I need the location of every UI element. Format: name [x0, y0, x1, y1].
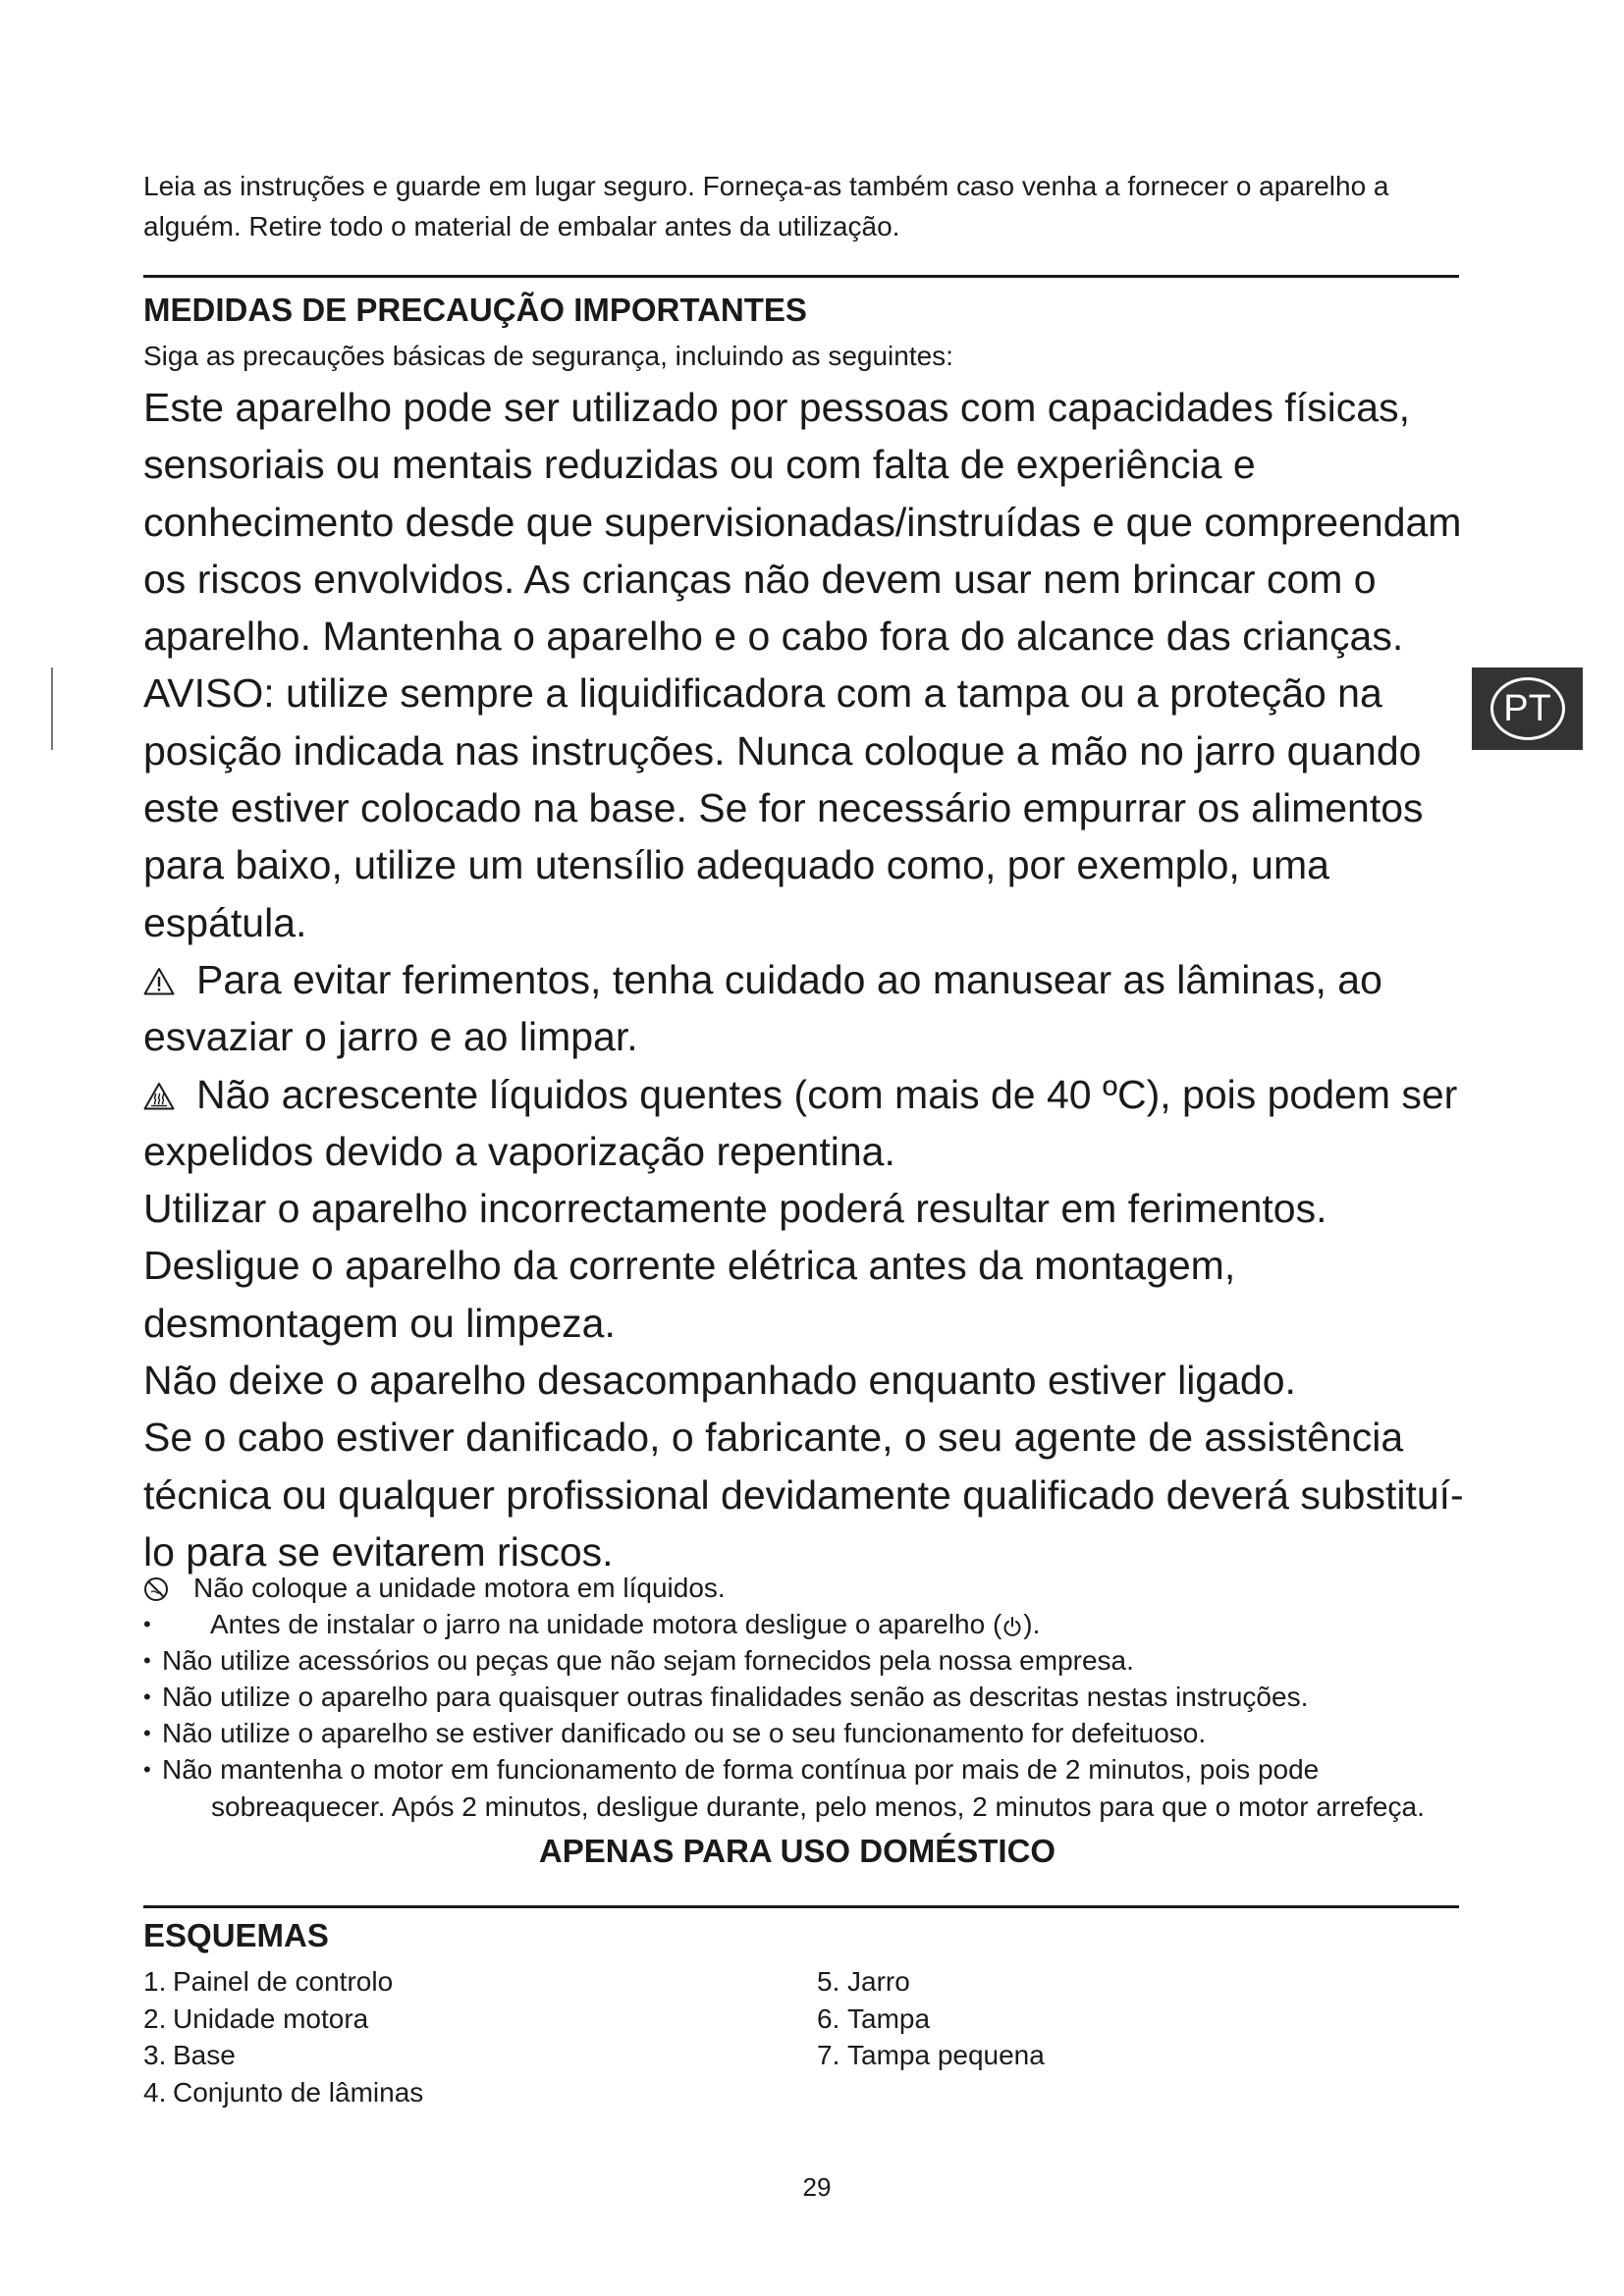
- precaution-line: conhecimento desde que supervisionadas/instruídas e que compreendam: [143, 499, 1462, 545]
- page-number: 29: [802, 2172, 832, 2202]
- intro-line: Leia as instruções e guarde em lugar seguro. Forneça-as também caso venha a fornecer o aparelho a: [143, 171, 1389, 201]
- safety-notes-list: [143, 1570, 1425, 1825]
- bullet: •: [143, 1612, 151, 1637]
- precaution-line: este estiver colocado na base. Se for necessário empurrar os alimentos: [143, 785, 1424, 831]
- precaution-line-text: Para evitar ferimentos, tenha cuidado ao manusear as lâminas, ao: [196, 956, 1382, 1002]
- precaution-line: os riscos envolvidos. As crianças não devem usar nem brincar com o: [143, 556, 1377, 602]
- note-text: Não mantenha o motor em funcionamento de forma contínua por mais de 2 minutos, pois pode: [162, 1754, 1320, 1786]
- precaution-line: posição indicada nas instruções. Nunca coloque a mão no jarro quando: [143, 727, 1422, 774]
- intro-line: alguém. Retire todo o material de embalar antes da utilização.: [143, 211, 900, 241]
- margin-marker-line: [51, 667, 53, 750]
- section-divider: [143, 275, 1459, 278]
- note-item: [143, 1715, 1425, 1751]
- precaution-line: Este aparelho pode ser utilizado por pessoas com capacidades físicas,: [143, 385, 1410, 430]
- precaution-line: AVISO: utilize sempre a liquidificadora com a tampa ou a proteção na: [143, 670, 1382, 717]
- diagram-item-number: 5.: [817, 1966, 840, 1997]
- precaution-line: desmontagem ou limpeza.: [143, 1300, 616, 1346]
- note-continuation: [143, 1789, 1425, 1825]
- diagram-item-number: 1.: [143, 1966, 167, 1997]
- diagram-item-number: 4.: [143, 2076, 167, 2108]
- note-item: [143, 1570, 1425, 1606]
- diagram-list-right: [817, 1963, 1045, 2074]
- household-use-notice: APENAS PARA USO DOMÉSTICO: [538, 1833, 1056, 1869]
- precaution-line: Não deixe o aparelho desacompanhado enquanto estiver ligado.: [143, 1358, 1296, 1404]
- diagram-item-label: Painel de controlo: [173, 1966, 394, 1997]
- no-immersion-icon: [143, 1576, 169, 1602]
- diagram-item: [817, 2037, 1045, 2074]
- diagram-item-label: Unidade motora: [173, 2002, 369, 2034]
- note-item: [143, 1751, 1425, 1788]
- note-item: [143, 1606, 1425, 1642]
- diagram-item: [143, 2001, 423, 2038]
- bullet: •: [143, 1721, 151, 1746]
- note-text: Não utilize o aparelho para quaisquer outras finalidades senão as descritas nestas instruções.: [162, 1682, 1309, 1713]
- warning-triangle-icon: [143, 967, 175, 996]
- precaution-line-text: Não acrescente líquidos quentes (com mais de 40 ºC), pois podem ser: [196, 1071, 1458, 1117]
- bullet: •: [143, 1648, 151, 1674]
- precautions-body: [143, 379, 1464, 1580]
- diagram-list-left: [143, 1963, 423, 2110]
- diagram-item-label: Conjunto de lâminas: [173, 2076, 424, 2108]
- precaution-line-with-icon: [143, 1066, 1464, 1123]
- note-text: Não utilize acessórios ou peças que não sejam fornecidos pela nossa empresa.: [162, 1645, 1134, 1677]
- precaution-line: espátula.: [143, 899, 307, 945]
- precautions-subtitle: Siga as precauções básicas de segurança, incluindo as seguintes:: [143, 341, 953, 371]
- diagram-item-label: Tampa: [847, 2002, 931, 2034]
- hot-liquid-warning-icon: [143, 1082, 175, 1111]
- language-badge-label: PT: [1503, 688, 1551, 729]
- note-text: sobreaquecer. Após 2 minutos, desligue durante, pelo menos, 2 minutos para que o motor arrefeça.: [211, 1790, 1425, 1822]
- language-badge: [1472, 667, 1583, 750]
- section-divider: [143, 1905, 1459, 1908]
- precaution-line: lo para se evitarem riscos.: [143, 1528, 614, 1575]
- bullet: •: [143, 1684, 151, 1710]
- note-text: Não utilize o aparelho se estiver danificado ou se o seu funcionamento for defeituoso.: [162, 1718, 1207, 1749]
- precaution-line: Desligue o aparelho da corrente elétrica antes da montagem,: [143, 1243, 1236, 1289]
- precaution-line: esvaziar o jarro e ao limpar.: [143, 1014, 638, 1060]
- precaution-line: para baixo, utilize um utensílio adequado como, por exemplo, uma: [143, 842, 1329, 888]
- note-item: [143, 1679, 1425, 1715]
- note-text: Não coloque a unidade motora em líquidos.: [193, 1573, 726, 1603]
- diagram-item-label: Base: [173, 2040, 236, 2071]
- diagram-item: [817, 1963, 1045, 2001]
- diagrams-title: ESQUEMAS: [143, 1917, 329, 1953]
- power-icon: [1002, 1615, 1022, 1636]
- note-item: [143, 1642, 1425, 1679]
- diagram-item-number: 2.: [143, 2002, 167, 2034]
- diagram-item-label: Tampa pequena: [847, 2040, 1045, 2071]
- precaution-line-with-icon: [143, 951, 1464, 1008]
- precaution-line: sensoriais ou mentais reduzidas ou com falta de experiência e: [143, 442, 1256, 488]
- precaution-line: aparelho. Mantenha o aparelho e o cabo fora do alcance das crianças.: [143, 614, 1404, 660]
- precaution-line: Utilizar o aparelho incorrectamente poderá resultar em ferimentos.: [143, 1186, 1327, 1232]
- precautions-title: MEDIDAS DE PRECAUÇÃO IMPORTANTES: [143, 292, 807, 328]
- diagram-item-number: 7.: [817, 2040, 840, 2071]
- diagram-item-number: 6.: [817, 2002, 840, 2034]
- diagram-item-number: 3.: [143, 2040, 167, 2071]
- diagram-item: [143, 2074, 423, 2111]
- precaution-line: Se o cabo estiver danificado, o fabricante, o seu agente de assistência: [143, 1415, 1404, 1461]
- note-text: ).: [1023, 1609, 1041, 1640]
- note-text: Antes de instalar o jarro na unidade motora desligue o aparelho (: [210, 1609, 1002, 1640]
- precaution-line: expelidos devido a vaporização repentina.: [143, 1128, 895, 1174]
- diagram-item: [143, 2037, 423, 2074]
- diagram-item: [817, 2001, 1045, 2038]
- bullet: •: [143, 1757, 151, 1783]
- intro-paragraph: [143, 166, 1389, 246]
- precaution-line: técnica ou qualquer profissional devidamente qualificado deverá substituí-: [143, 1471, 1464, 1518]
- diagram-item-label: Jarro: [847, 1966, 910, 1997]
- diagram-item: [143, 1963, 423, 2001]
